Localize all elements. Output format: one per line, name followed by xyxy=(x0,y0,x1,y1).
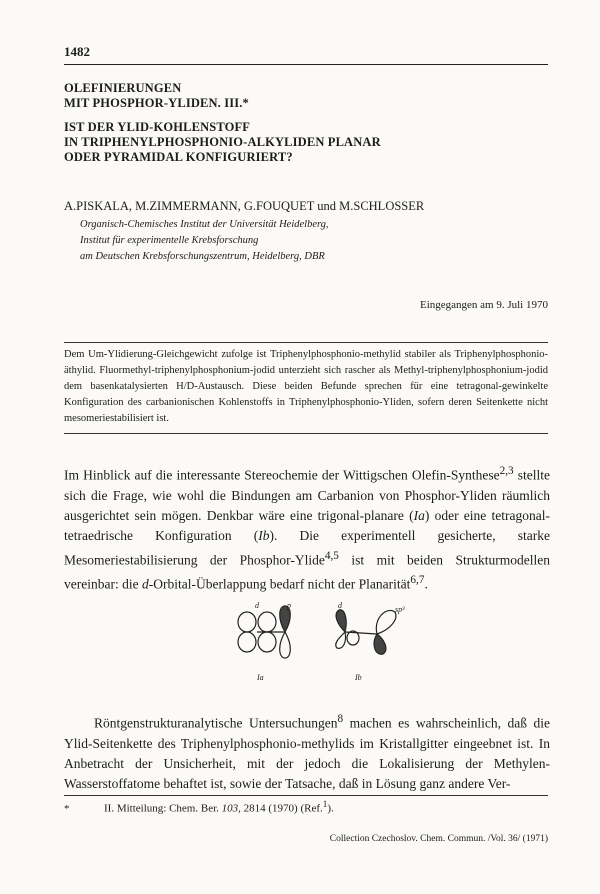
affiliation-line-1: Organisch-Chemisches Institut der Universität Heidelberg, xyxy=(80,219,329,230)
text-span: ist mit beiden Strukturmodellen vereinbar: die xyxy=(64,552,550,592)
authors: A.PISKALA, M.ZIMMERMANN, G.FOUQUET und M.SCHLOSSER xyxy=(64,199,425,213)
title-line-4: IN TRIPHENYLPHOSPHONIO-ALKYLIDEN PLANAR xyxy=(64,135,381,149)
text-span: -Orbital-Überlappung bedarf nicht der Planarität xyxy=(148,576,411,592)
text-span: ). xyxy=(327,802,334,815)
orbital-structure-ib xyxy=(336,610,396,654)
reference-superscript: 1 xyxy=(322,799,328,809)
abstract-top-rule xyxy=(64,342,548,343)
label-d: d xyxy=(255,601,259,610)
received-date: Eingegangen am 9. Juli 1970 xyxy=(419,299,548,311)
text-span: . xyxy=(424,576,428,592)
text-span: ) oder eine tetragonal-tetraedrische Konfiguration ( xyxy=(64,507,550,543)
affiliation-line-3: am Deutschen Krebsforschungszentrum, Heidelberg, DBR xyxy=(80,251,325,262)
running-footer: Collection Czechoslov. Chem. Commun. /Vol. 36/ (1971) xyxy=(329,834,548,844)
paragraph-1 xyxy=(64,461,550,595)
text-span: machen es wahrscheinlich, daß die Ylid-Seitenkette des Triphenylphosphonio-methylids im Kristallgitter eingeebnet ist. In Anbetracht der Unsicherheit, mit der jedoch die Lokalisierung der Methylen-Wasserstoffatome behaftet ist, sowie der Tatsache, daß in Lösung ganz andere Ver- xyxy=(64,715,550,791)
label-sp3: sp³ xyxy=(395,605,405,614)
orbital-structure-ia xyxy=(238,606,290,658)
structure-label-ib: Ib xyxy=(258,527,270,543)
title-line-2: MIT PHOSPHOR-YLIDEN. III.* xyxy=(64,96,249,110)
orbital-diagram xyxy=(215,600,415,690)
affiliation-line-2: Institut für experimentelle Krebsforschung xyxy=(80,235,259,246)
text-span: stellte sich die Frage, wie wohl die Bindungen am Carbanion von Phosphor-Yliden räumlich ausgerichtet sein mögen. Denkbar wäre eine trigonal-planare ( xyxy=(64,467,550,523)
label-p: p xyxy=(287,601,291,610)
label-d: d xyxy=(338,601,342,610)
title-line-1: OLEFINIERUNGEN xyxy=(64,81,182,95)
text-span: Röntgenstrukturanalytische Untersuchungen xyxy=(94,715,338,731)
structure-label-ia: Ia xyxy=(413,507,425,523)
text-span: ). Die experimentell gesicherte, starke Mesomeriestabilisierung der Phosphor-Ylide xyxy=(64,527,550,567)
footnote-marker: * xyxy=(64,802,70,815)
page-number: 1482 xyxy=(64,44,90,59)
text-span: Im Hinblick auf die interessante Stereochemie der Wittigschen Olefin-Synthese xyxy=(64,467,500,483)
reference-superscript: 8 xyxy=(337,713,344,725)
reference-superscript: 6,7 xyxy=(410,574,425,586)
title-line-5: ODER PYRAMIDAL KONFIGURIERT? xyxy=(64,150,293,164)
text-span: , 2814 (1970) (Ref. xyxy=(238,802,323,815)
text-span: II. Mitteilung: Chem. Ber. xyxy=(104,802,222,815)
header-rule xyxy=(64,64,548,65)
volume-number: 103 xyxy=(221,802,239,815)
title-line-3: IST DER YLID-KOHLENSTOFF xyxy=(64,120,251,134)
orbital-d-italic: d xyxy=(141,576,149,592)
abstract: Dem Um-Ylidierung-Gleichgewicht zufolge ist Triphenylphosphonio-methylid stabiler als Triphenylphosphonio-äthylid. Fluormethyl-triphenylphosphonium-jodid unterzieht sich rascher als Methyl-triphenylphosphonium-jodid dem basenkatalysierten H/D-Austausch. Diese beiden Befunde sprechen für eine tetragonal-gewinkelte Konfiguration des carbanionischen Kohlenstoffs in Triphenylphosphonio-Yliden, sofern deren Seitenkette nicht mesomeriestabilisiert ist. xyxy=(64,349,548,424)
caption-ia: Ia xyxy=(257,673,264,682)
reference-superscript: 2,3 xyxy=(499,465,514,477)
reference-superscript: 4,5 xyxy=(324,549,339,562)
abstract-bottom-rule xyxy=(64,433,548,434)
caption-ib: Ib xyxy=(355,673,362,682)
footnote xyxy=(64,799,334,815)
footnote-rule xyxy=(64,795,548,796)
paragraph-2 xyxy=(64,709,550,794)
